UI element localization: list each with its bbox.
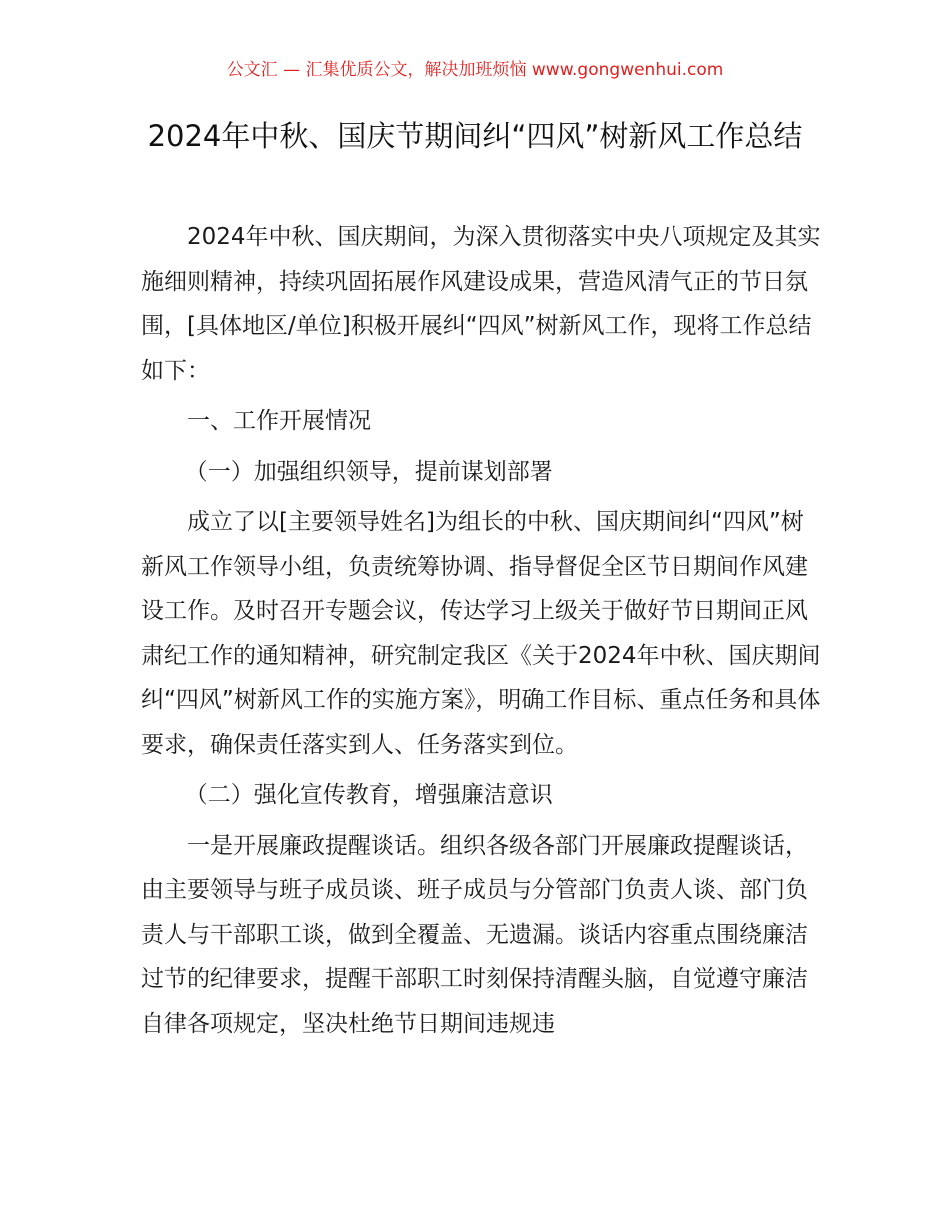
section-heading: 一、工作开展情况 bbox=[187, 408, 371, 434]
header-watermark: 公文汇 — 汇集优质公文，解决加班烦恼 www.gongwenhui.com bbox=[226, 60, 724, 80]
subsection-heading-2: （二）强化宣传教育，增强廉洁意识 bbox=[184, 782, 553, 808]
intro-paragraph: 2024年中秋、国庆期间，为深入贯彻落实中央八项规定及其实施细则精神，持续巩固拓展作风建设成果，营造风清气正的节日氛围，[具体地区/单位]积极开展纠“四风”树新风工作，现将工作总结如下： bbox=[141, 224, 821, 384]
subsection-heading-1: （一）加强组织领导，提前谋划部署 bbox=[184, 458, 553, 485]
subsection-body-1: 成立了以[主要领导姓名]为组长的中秋、国庆期间纠“四风”树新风工作领导小组，负责统筹协调、指导督促全区节日期间作风建设工作。及时召开专题会议，传达学习上级关于做好节日期间正风肃纪工作的通知精神，研究制定我区《关于2024年中秋、国庆期间纠“四风”树新风工作的实施方案》，明确工作目标、重点任务和具体要求，确保责任落实到人、任务落实到位。 bbox=[141, 509, 821, 758]
document-body bbox=[141, 215, 821, 1046]
subsection-body-2: 一是开展廉政提醒谈话。组织各级各部门开展廉政提醒谈话，由主要领导与班子成员谈、班子成员与分管部门负责人谈、部门负责人与干部职工谈，做到全覆盖、无遗漏。谈话内容重点围绕廉洁过节的纪律要求，提醒干部职工时刻保持清醒头脑，自觉遵守廉洁自律各项规定，坚决杜绝节日期间违规违 bbox=[141, 832, 808, 1037]
document-title: 2024年中秋、国庆节期间纠“四风”树新风工作总结 bbox=[147, 119, 803, 153]
